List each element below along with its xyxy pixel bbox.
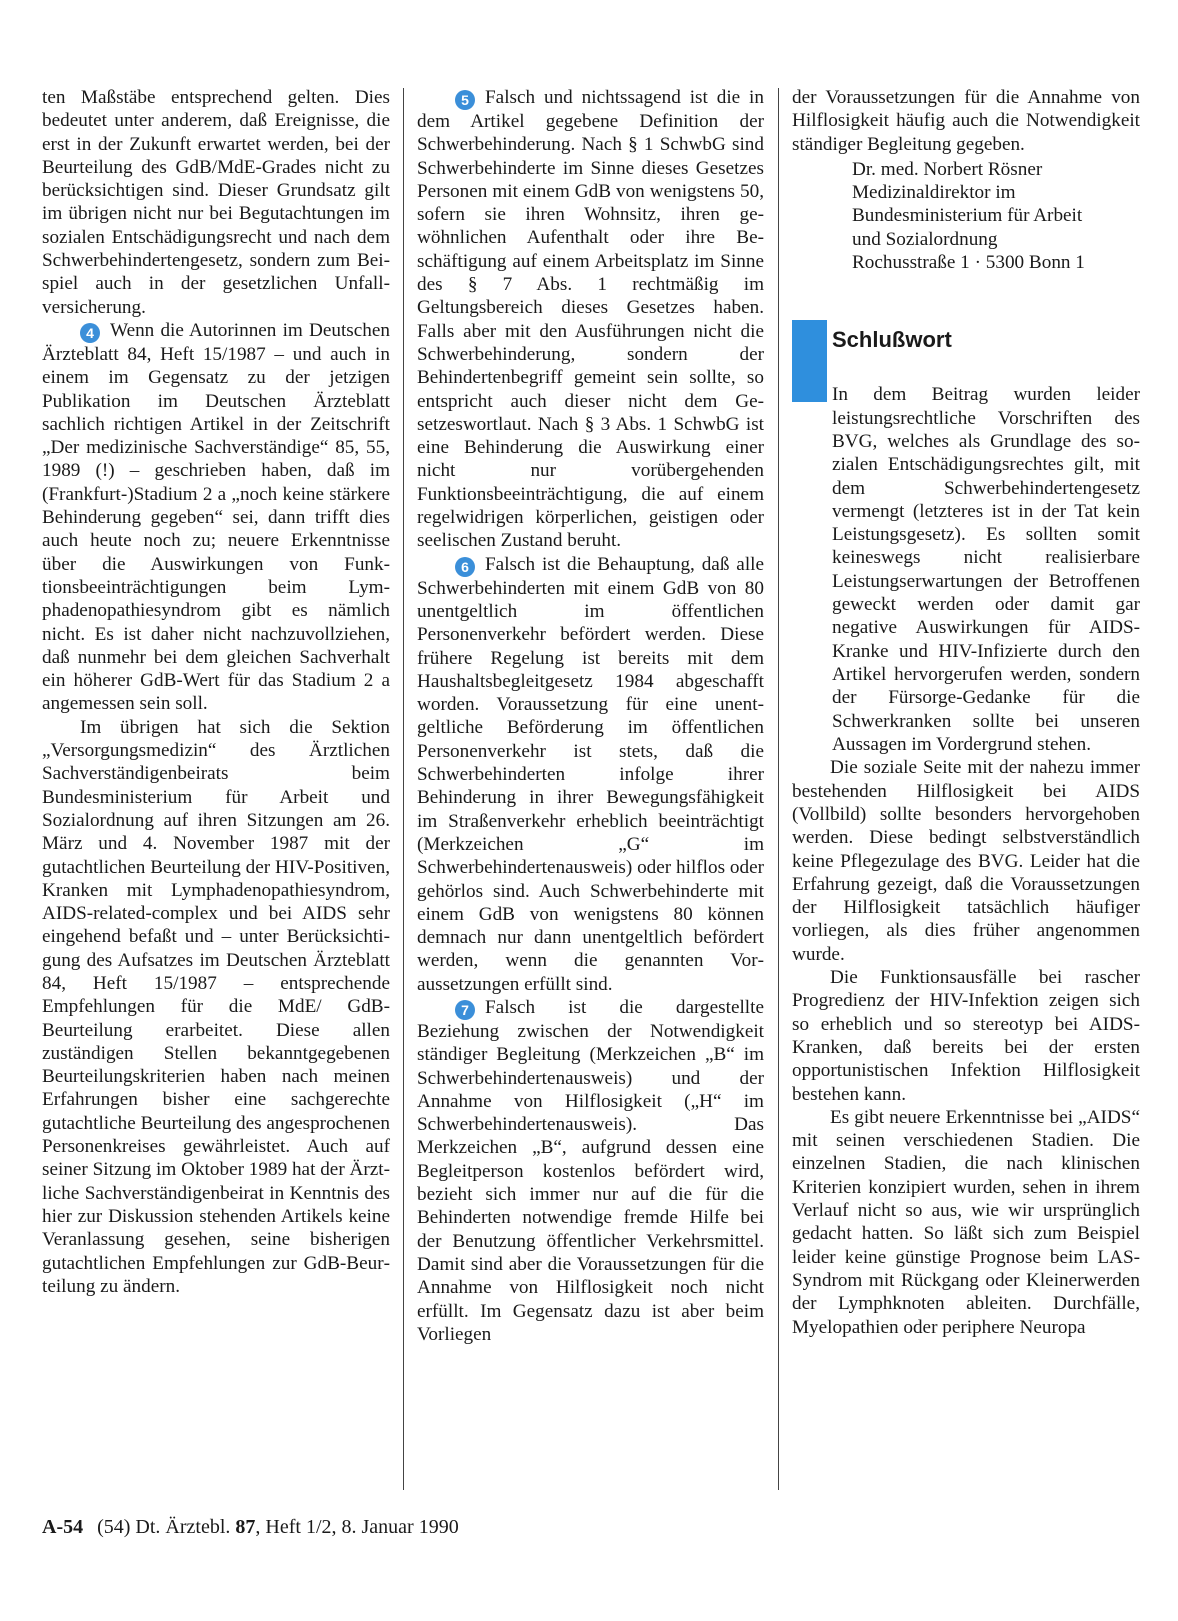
paragraph: Die Funktionsausfälle bei rascher Progredienz der HIV-Infektion zeigen sich so erheblich und so stereotyp bei AIDS-Kranken, daß bereits bei der ersten opportunistischen Infektion Hilflosigkeit bestehen kann. <box>792 967 1140 1105</box>
issue-date: , Heft 1/2, 8. Januar 1990 <box>255 1516 459 1538</box>
author-name: Dr. med. Norbert Rösner <box>852 158 1043 180</box>
author-role: Medizinaldirektor im <box>852 182 1016 204</box>
author-organization: und Sozialordnung <box>852 228 998 250</box>
paragraph: ten Maßstäbe entsprechend gelten. Dies bedeutet unter anderem, daß Ereignisse, die erst in der Zukunft erwartet werden, bei der Beurteilung des GdB/MdE-Grades nicht zu berücksichtigen sind. Dieser Grundsatz gilt im übrigen nicht nur bei Begutachtungen im sozialen Entschädigungsrecht und nach dem Schwerbehindertengesetz, sondern zum Beispiel auch in der gesetzlichen Unfallversicherung. <box>42 87 390 318</box>
point-number-7-icon: 7 <box>455 1000 475 1020</box>
closing-section-header <box>792 320 1140 756</box>
paragraph: In dem Beitrag wurden leider leistungsrechtliche Vorschriften des BVG, welches als Grundlage des sozialen Entschädigungsrechtes gilt, mit dem Schwerbehindertengesetz vermengt (letzteres ist in der Tat kein Leistungsgesetz). Es sollten somit keineswegs nicht realisierbare Leistungserwartungen der Betroffenen geweckt werden oder damit gar negative Auswirkungen für AIDS-Kranke und HIV-Infizierte durch den Artikel hervorgerufen werden, sondern der Fürsorge-Gedanke für die Schwerkranken sollte bei unseren Aussagen im Vordergrund stehen. <box>832 384 1140 755</box>
paragraph: 4 Wenn die Autorinnen im Deutschen Ärzteblatt 84, Heft 15/1987 – und auch in einem im Gegensatz zu der jetzigen Publikation im Deutschen Ärzteblatt sachlich richtigen Artikel in der Zeitschrift „Der medizinische Sachverständige“ 85, 55, 1989 (!) – geschrieben haben, daß im (Frankfurt-)Stadium 2 a „noch keine stärkere Behinderung gegeben“ sei, dann trifft dies auch heute noch zu; neuere Erkenntnisse über die Auswirkungen von Funktionsbeeinträchtigungen beim Lymphadenopathiesyndrom gibt es nämlich nicht. Es ist daher nicht nachzuvollziehen, daß nunmehr bei dem gleichen Sachverhalt ein höherer GdB-Wert für das Stadium 2 a angemessen sein soll. <box>42 319 390 715</box>
text-column-right <box>792 86 1140 1339</box>
journal-volume: 87 <box>235 1516 256 1538</box>
paragraph: 5 Falsch und nichtssagend ist die in dem Artikel gegebene Definition der Schwerbehinderung. Nach § 1 SchwbG sind Schwerbehinderte im Sinne dieses Gesetzes Personen mit einem GdB von wenigstens 50, sofern sie ihren Wohnsitz, ihren gewöhnlichen Aufenthalt oder ihre Beschäftigung auf einem Arbeitsplatz im Sinne des § 7 Abs. 1 rechtmäßig im Geltungsbereich dieses Gesetzes haben. Falls aber mit den Ausführungen nicht die Schwerbehinderung, sondern der Behindertenbegriff gemeint sein sollte, so entspricht auch dieser nicht dem Gesetzeswortlaut. Nach § 3 Abs. 1 SchwbG ist eine Behinderung die Auswirkung einer nicht nur vorübergehenden Funktionsbeeinträchtigung, die auf einem regelwidrigen körperlichen, geistigen oder seelischen Zustand beruht. <box>417 87 764 552</box>
page-footer <box>42 1516 459 1539</box>
point-number-5-icon: 5 <box>455 90 475 110</box>
text-column-middle <box>417 86 764 1346</box>
author-signature <box>792 158 1140 274</box>
journal-name: (54) Dt. Ärztebl. <box>97 1516 231 1538</box>
point-number-6-icon: 6 <box>455 557 475 577</box>
paragraph: Im übrigen hat sich die Sektion „Versorgungsmedizin“ des Ärztlichen Sachverständigenbeirats beim Bundesministerium für Arbeit und Sozialordnung auf ihren Sitzungen am 26. März und 4. November 1987 mit der gutachtlichen Beurteilung der HIV-Positiven, Kranken mit Lymphadenopathiesyndrom, AIDS-related-complex und bei AIDS sehr eingehend befaßt und – unter Berücksichtigung des Aufsatzes im Deutschen Ärzteblatt 84, Heft 15/1987 – entsprechende Empfehlungen für die MdE/ GdB-Beurteilung erarbeitet. Diese allen zuständigen Stellen bekanntgegebenen Beurteilungskriterien haben nach meinen Erfahrungen bisher eine sachgerechte gutachtliche Beurteilung des angesprochenen Personenkreises gewährleistet. Auch auf seiner Sitzung im Oktober 1989 hat der Ärztliche Sachverständigenbeirat in Kenntnis des hier zur Diskussion stehenden Artikels keine Veranlassung gesehen, seine bisherigen gutachtlichen Empfehlungen zur GdB-Beurteilung zu ändern. <box>42 716 390 1297</box>
paragraph: 6 Falsch ist die Behauptung, daß alle Schwerbehinderten mit einem GdB von 80 unentgeltlich im öffentlichen Personenverkehr befördert werden. Diese frühere Regelung ist bereits mit dem Haushaltsbegleitgesetz 1984 abgeschafft worden. Voraussetzung für eine unentgeltliche Beförderung im öffentlichen Personenverkehr ist stets, daß die Schwerbehinderten infolge ihrer Behinderung in ihrer Bewegungsfähigkeit im Straßenverkehr erheblich beeinträchtigt (Merkzeichen „G“ im Schwerbehindertenausweis) oder hilflos oder gehörlos sind. Auch Schwerbehinderte mit einem GdB von wenigstens 80 können demnach nur dann unentgeltlich befördert werden, wenn die genannten Voraussetzungen erfüllt sind. <box>417 553 764 995</box>
section-marker-box <box>792 320 827 402</box>
paragraph: 7 Falsch ist die dargestellte Beziehung zwischen der Notwendigkeit ständiger Begleitung (Merkzeichen „B“ im Schwerbehindertenausweis) und der Annahme von Hilflosigkeit („H“ im Schwerbehindertenausweis). Das Merkzeichen „B“, aufgrund dessen eine Begleitperson kostenlos befördert wird, bezieht sich immer nur auf die für die Behinderten notwendige fremde Hilfe bei der Benutzung öffentlicher Verkehrsmittel. Damit sind aber die Voraussetzungen für die Annahme von Hilflosigkeit noch nicht erfüllt. Im Gegensatz dazu ist aber beim Vorliegen <box>417 996 764 1345</box>
section-heading: Schlußwort <box>832 327 952 353</box>
paragraph: der Voraussetzungen für die Annahme von Hilflosigkeit häufig auch die Notwendigkeit ständiger Begleitung gegeben. <box>792 87 1140 155</box>
paragraph: Die soziale Seite mit der nahezu immer bestehenden Hilflosigkeit bei AIDS (Vollbild) sollte besonders hervorgehoben werden. Diese bedingt selbstverständlich keine Pflegezulage des BVG. Leider hat die Erfahrung gezeigt, daß die Voraussetzungen der Hilflosigkeit tatsächlich häufiger vorliegen, als dies früher angenommen wurde. <box>792 757 1140 965</box>
page-number: A-54 <box>42 1516 84 1538</box>
paragraph: Es gibt neuere Erkenntnisse bei „AIDS“ mit seinen verschiedenen Stadien. Die einzelnen Stadien, die nach klinischen Kriterien konzipiert wurden, sehen in ihrem Verlauf nicht so aus, wie wir ursprünglich gedacht hatten. So läßt sich zum Beispiel leider keine günstige Prognose beim LAS-Syndrom mit Rückgang oder Kleinerwerden der Lymphknoten ableiten. Durchfälle, Myelopathien oder periphere Neuropa <box>792 1106 1140 1338</box>
author-address: Rochusstraße 1 · 5300 Bonn 1 <box>852 252 1085 274</box>
author-organization: Bundesministerium für Arbeit <box>852 205 1083 227</box>
text-column-left <box>42 86 390 1298</box>
point-number-4-icon: 4 <box>80 323 100 343</box>
column-divider <box>403 88 404 1490</box>
column-divider <box>778 88 779 1490</box>
